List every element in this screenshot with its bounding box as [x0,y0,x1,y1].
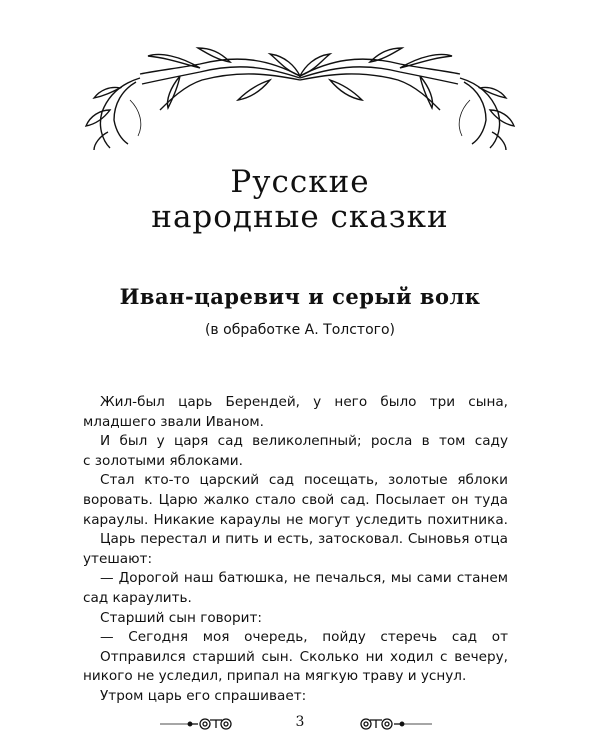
story-subtitle: (в обработке А. Толстого) [204,322,396,338]
page-number: 3 [295,714,305,730]
text-line: воровать. Царю жалко стало свой сад. Посылает он туда [83,491,508,508]
text-line: Старший сын говорит: [100,609,262,626]
floral-ornament-header [80,40,520,150]
text-line: Отправился старший сын. Сколько ни ходил с вечеру, [100,648,508,665]
text-line: никого не уследил, припал на мягкую траву и уснул. [83,668,467,685]
book-title-line1: Русские [230,164,370,200]
text-line: Жил-был царь Берендей, у него было три сына, [100,394,508,410]
text-line: Царь перестал и пить и есть, затосковал. Сыновья отца [100,531,508,548]
text-line: И был у царя сад великолепный; росла в том саду [100,433,508,450]
text-line: с золотыми яблоками. [83,452,243,469]
text-line: — Дорогой наш батюшка, не печалься, мы сами станем [100,570,508,587]
footer-flourish-right-icon [352,712,432,736]
text-line: Утром царь его спрашивает: [100,687,307,704]
story-text [83,393,508,707]
text-line: сад караулить. [83,589,192,606]
text-line: Стал кто-то царский сад посещать, золотые яблоки [100,472,508,489]
text-line: — Сегодня моя очередь, пойду стеречь сад от [100,629,508,646]
text-line: утешают: [83,550,153,567]
story-title: Иван-царевич и серый волк [119,284,481,309]
page-footer [0,712,600,736]
book-title-line2: народные сказки [151,199,449,235]
text-line: караулы. Никакие караулы не могут уследить похитника. [83,511,508,528]
text-line: младшего звали Иваном. [83,413,264,430]
